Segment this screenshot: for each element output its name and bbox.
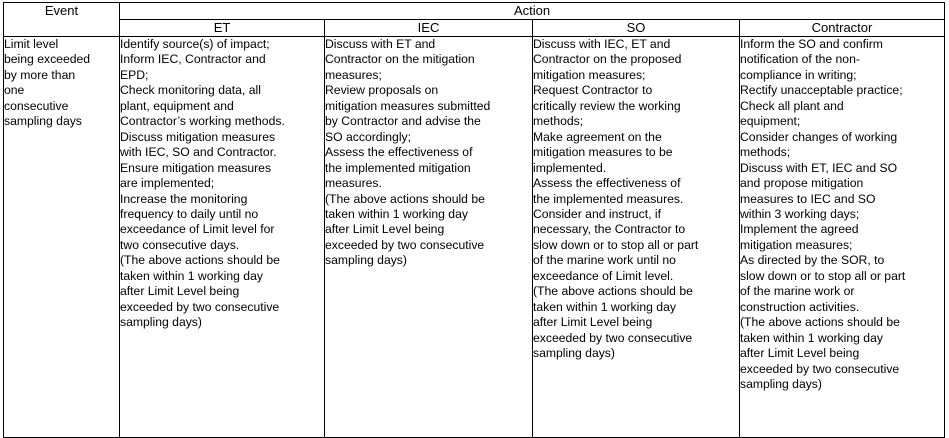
text-line: measures; (325, 67, 382, 82)
text-line: being exceeded (4, 52, 91, 67)
text-line: measures. (325, 176, 382, 191)
text-line: (The above actions should be (325, 191, 485, 206)
contractor-header: Contractor (740, 20, 945, 37)
text-line: frequency to daily until no (120, 206, 259, 221)
header-row-top (4, 3, 945, 20)
text-line: exceeded by two consecutive (325, 237, 485, 252)
text-line: methods; (740, 145, 791, 160)
text-line: one (4, 83, 25, 98)
et-header: ET (120, 20, 325, 37)
text-line: by more than (4, 67, 76, 82)
so-action-cell (533, 37, 740, 438)
text-line: critically review the working (533, 98, 681, 113)
text-line: notification of the non- (740, 52, 860, 67)
text-line: exceeded by two consecutive (533, 330, 693, 345)
text-line: Discuss with ET, IEC and SO (740, 160, 898, 175)
text-line: the implemented mitigation (325, 160, 471, 175)
text-line: taken within 1 working day (325, 206, 468, 221)
contractor-action-cell (740, 37, 945, 438)
text-line: (The above actions should be (533, 284, 693, 299)
text-line: sampling days) (740, 376, 822, 391)
text-line: after Limit Level being (740, 346, 860, 361)
text-line: slow down or to stop all or part (533, 237, 699, 252)
text-line: necessary, the Contractor to (533, 222, 686, 237)
text-line: Limit level (4, 37, 59, 51)
action-header: Action (120, 3, 945, 20)
text-line: Inform IEC, Contractor and (120, 52, 266, 67)
text-line: and propose mitigation (740, 176, 864, 191)
text-line: exceedance of Limit level. (533, 268, 674, 283)
event-action-table (3, 2, 945, 438)
text-line: slow down or to stop all or part (740, 268, 906, 283)
text-line: Make agreement on the (533, 129, 662, 144)
text-line: equipment; (740, 114, 801, 129)
text-line: compliance in writing; (740, 67, 857, 82)
text-line: Assess the effectiveness of (325, 145, 473, 160)
text-line: SO accordingly; (325, 129, 412, 144)
text-line: measures to IEC and SO (740, 191, 876, 206)
text-line: after Limit Level being (533, 315, 653, 330)
text-line: taken within 1 working day (120, 268, 263, 283)
text-line: Discuss mitigation measures (120, 129, 276, 144)
text-line: Consider and instruct, if (533, 206, 662, 221)
event-cell (4, 37, 120, 438)
text-line: two consecutive days. (120, 237, 240, 252)
text-line: with IEC, SO and Contractor. (120, 145, 277, 160)
text-line: (The above actions should be (120, 253, 280, 268)
text-line: Contractor on the mitigation (325, 52, 475, 67)
text-line: Contractor on the proposed (533, 52, 682, 67)
iec-header: IEC (325, 20, 533, 37)
text-line: exceeded by two consecutive (740, 361, 900, 376)
text-line: taken within 1 working day (740, 330, 883, 345)
text-line: Request Contractor to (533, 83, 653, 98)
text-line: by Contractor and advise the (325, 114, 481, 129)
header-row-columns (4, 20, 945, 37)
text-line: Contractor’s working methods. (120, 114, 285, 129)
text-line: the implemented measures. (533, 191, 684, 206)
text-line: sampling days (4, 114, 82, 129)
text-line: of the marine work or (740, 284, 855, 299)
text-line: exceedance of Limit level for (120, 222, 275, 237)
text-line: exceeded by two consecutive (120, 299, 280, 314)
text-line: Review proposals on (325, 83, 439, 98)
text-line: mitigation measures; (740, 237, 853, 252)
text-line: EPD; (120, 67, 149, 82)
text-line: sampling days) (533, 346, 615, 361)
text-line: methods; (533, 114, 584, 129)
text-line: Discuss with IEC, ET and (533, 37, 671, 51)
text-line: Inform the SO and confirm (740, 37, 883, 51)
text-line: construction activities. (740, 299, 860, 314)
text-line: after Limit Level being (325, 222, 445, 237)
text-line: Check all plant and (740, 98, 844, 113)
text-line: Assess the effectiveness of (533, 176, 681, 191)
iec-action-cell (325, 37, 533, 438)
text-line: taken within 1 working day (533, 299, 676, 314)
text-line: mitigation measures to be (533, 145, 673, 160)
text-line: within 3 working days; (740, 206, 860, 221)
text-line: plant, equipment and (120, 98, 234, 113)
text-line: Check monitoring data, all (120, 83, 261, 98)
text-line: are implemented; (120, 176, 215, 191)
text-line: sampling days) (120, 315, 202, 330)
text-line: Identify source(s) of impact; (120, 37, 270, 51)
text-line: after Limit Level being (120, 284, 240, 299)
text-line: Implement the agreed (740, 222, 859, 237)
limit-level-row (4, 37, 945, 438)
text-line: Discuss with ET and (325, 37, 436, 51)
event-header: Event (4, 3, 120, 37)
text-line: mitigation measures submitted (325, 98, 491, 113)
so-header: SO (533, 20, 740, 37)
text-line: Ensure mitigation measures (120, 160, 272, 175)
text-line: Increase the monitoring (120, 191, 248, 206)
text-line: Rectify unacceptable practice; (740, 83, 903, 98)
text-line: implemented. (533, 160, 607, 175)
text-line: consecutive (4, 98, 69, 113)
text-line: (The above actions should be (740, 315, 900, 330)
text-line: sampling days) (325, 253, 407, 268)
text-line: of the marine work until no (533, 253, 676, 268)
text-line: Consider changes of working (740, 129, 898, 144)
et-action-cell (120, 37, 325, 438)
text-line: mitigation measures; (533, 67, 646, 82)
text-line: As directed by the SOR, to (740, 253, 885, 268)
